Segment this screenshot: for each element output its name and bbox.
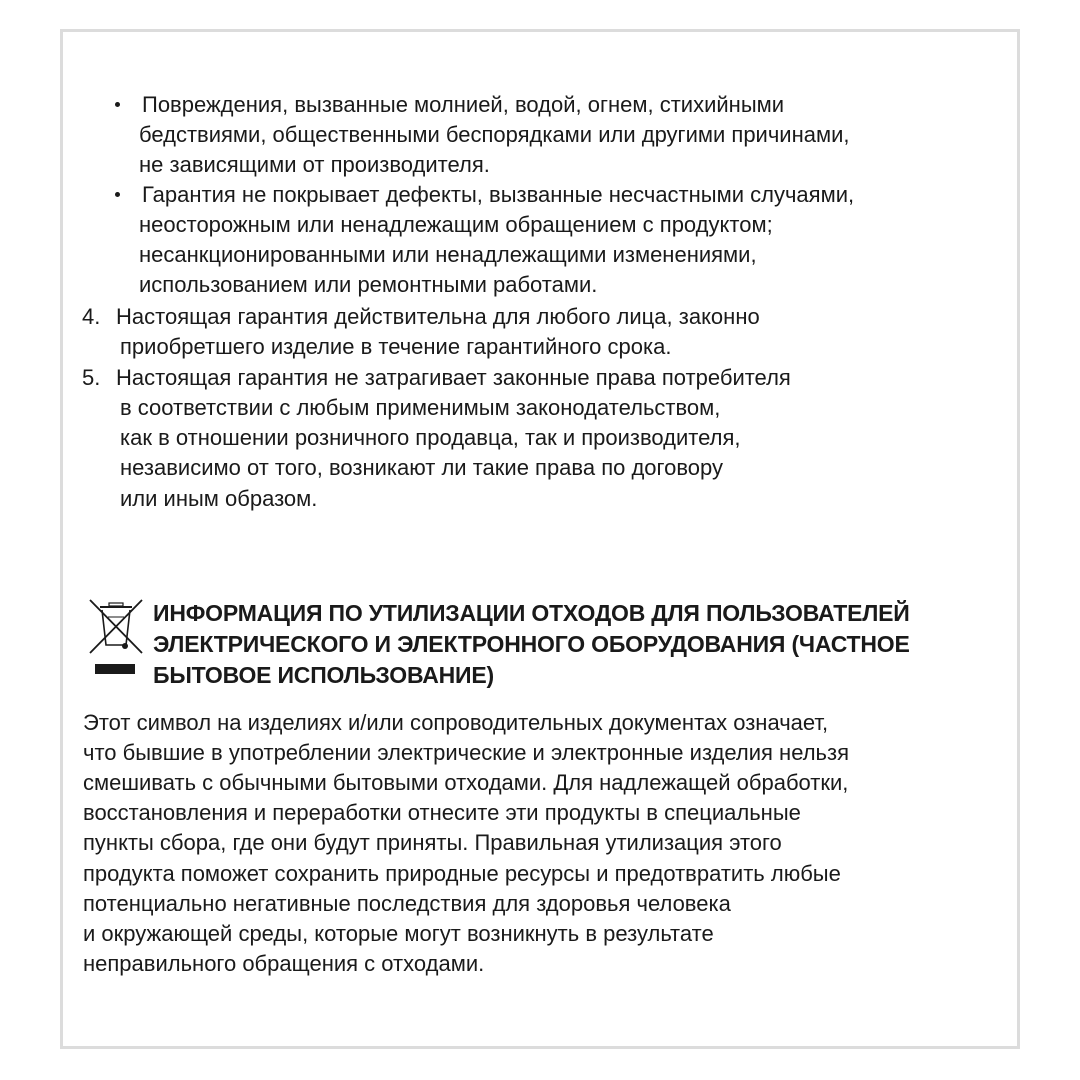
text-line: пункты сбора, где они будут приняты. Правильная утилизация этого: [83, 830, 782, 855]
text-line: Настоящая гарантия не затрагивает законные права потребителя: [116, 365, 791, 390]
list-number: 5.: [82, 365, 101, 390]
text-line: несанкционированными или ненадлежащими изменениями,: [139, 242, 757, 267]
text-line: потенциально негативные последствия для здоровья человека: [83, 891, 731, 916]
text-line: или иным образом.: [120, 486, 318, 511]
text-line: бедствиями, общественными беспорядками или другими причинами,: [139, 122, 850, 147]
text-line: неправильного обращения с отходами.: [83, 951, 485, 976]
text-line: использованием или ремонтными работами.: [139, 272, 598, 297]
list-number: 4.: [82, 304, 101, 329]
heading-line: ИНФОРМАЦИЯ ПО УТИЛИЗАЦИИ ОТХОДОВ ДЛЯ ПОЛЬЗОВАТЕЛЕЙ: [153, 600, 910, 626]
text-line: что бывшие в употреблении электрические и электронные изделия нельзя: [83, 740, 849, 765]
text-line: Гарантия не покрывает дефекты, вызванные несчастными случаями,: [142, 182, 855, 207]
text-line: Повреждения, вызванные молнией, водой, огнем, стихийными: [142, 92, 785, 117]
text-line: и окружающей среды, которые могут возникнуть в результате: [83, 921, 714, 946]
text-line: приобретшего изделие в течение гарантийного срока.: [120, 334, 672, 359]
text-line: Этот символ на изделиях и/или сопроводительных документах означает,: [83, 710, 829, 735]
bullet-marker: [115, 192, 120, 197]
text-line: независимо от того, возникают ли такие права по договору: [120, 455, 723, 480]
text-line: в соответствии с любым применимым законодательством,: [120, 395, 721, 420]
text-line: Настоящая гарантия действительна для любого лица, законно: [116, 304, 760, 329]
text-line: как в отношении розничного продавца, так и производителя,: [120, 425, 741, 450]
heading-line: ЭЛЕКТРИЧЕСКОГО И ЭЛЕКТРОННОГО ОБОРУДОВАНИЯ (ЧАСТНОЕ: [153, 631, 910, 657]
text-line: продукта поможет сохранить природные ресурсы и предотвратить любые: [83, 861, 841, 886]
text-line: смешивать с обычными бытовыми отходами. Для надлежащей обработки,: [83, 770, 849, 795]
weee-crossed-bin-icon: [88, 598, 144, 678]
heading-line: БЫТОВОЕ ИСПОЛЬЗОВАНИЕ): [153, 662, 494, 688]
text-line: восстановления и переработки отнесите эти продукты в специальные: [83, 800, 801, 825]
text-line: не зависящими от производителя.: [139, 152, 490, 177]
text-line: неосторожным или ненадлежащим обращением с продуктом;: [139, 212, 773, 237]
bullet-marker: [115, 102, 120, 107]
